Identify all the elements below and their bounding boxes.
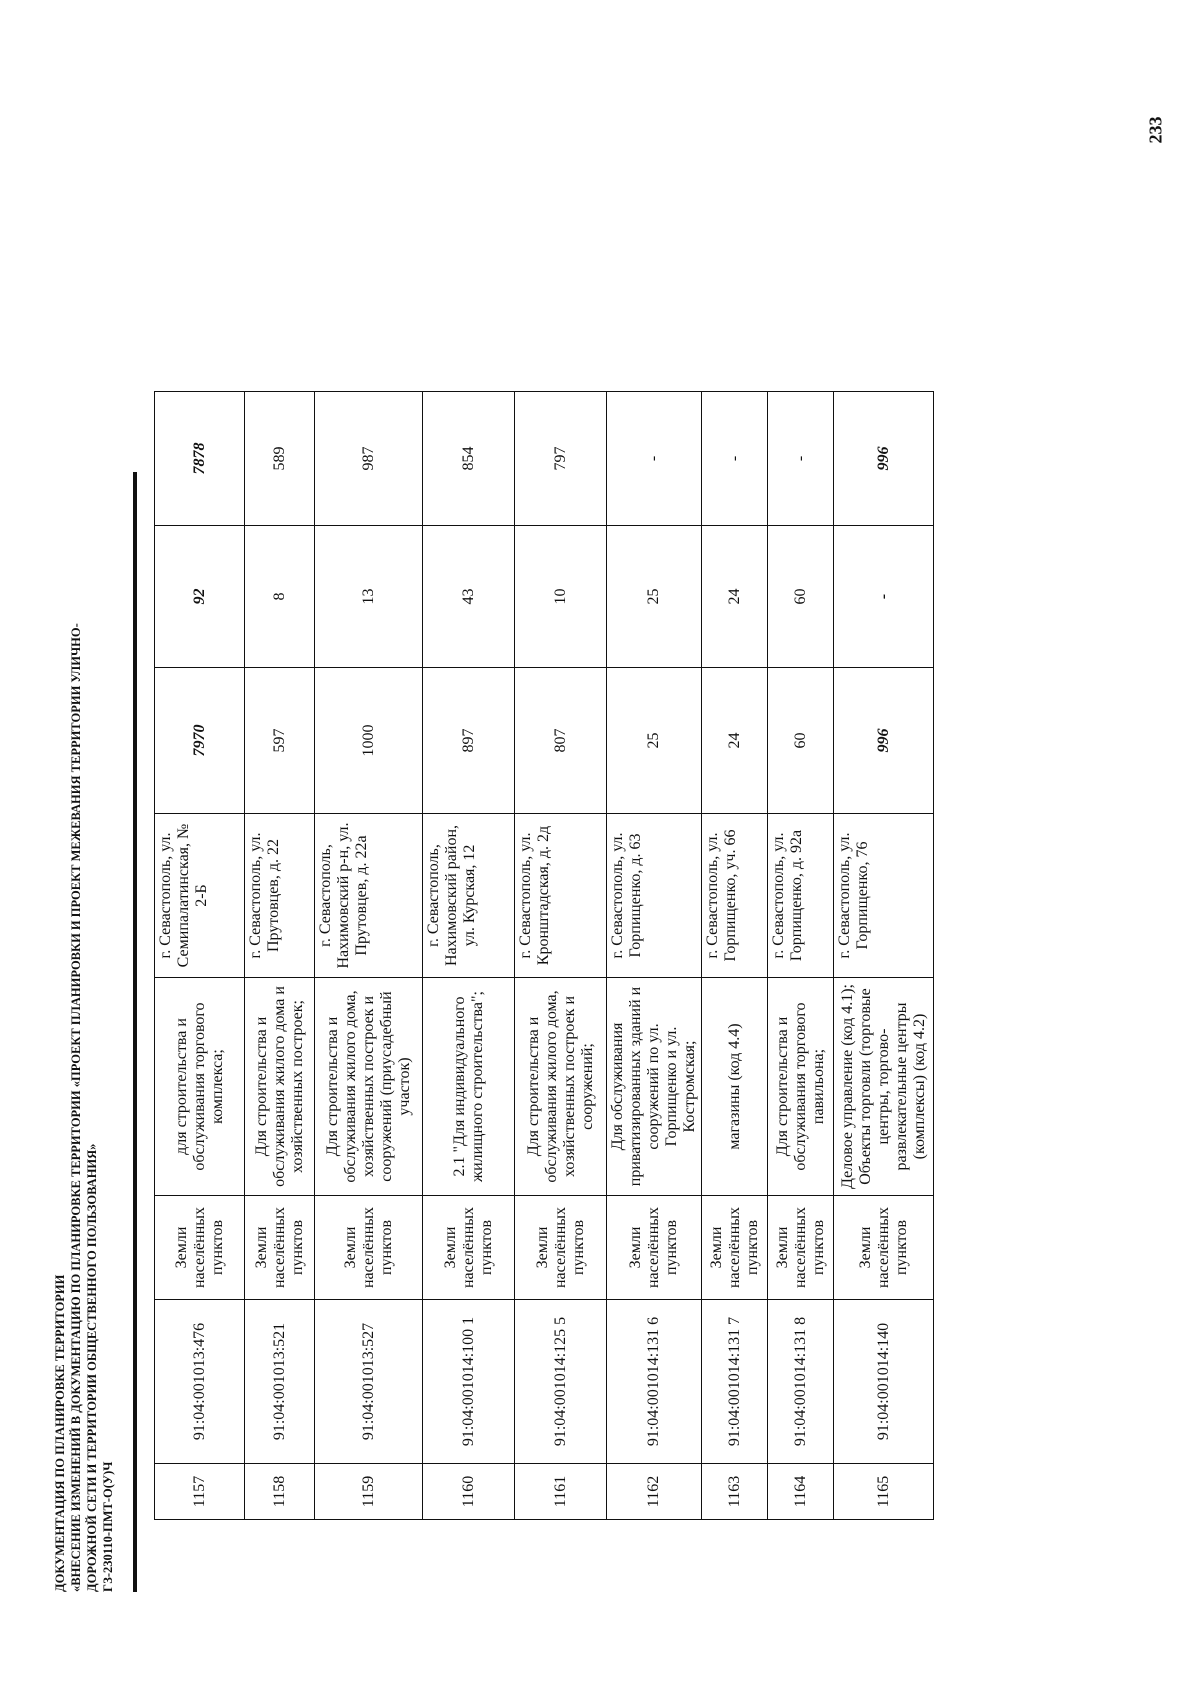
area-remaining-cell: 589 (245, 392, 315, 526)
header-line: ГЗ-230110-ПМТ-О(У)Ч (101, 1461, 115, 1592)
table-row (245, 392, 315, 1520)
land-category-cell: Земли населённых пунктов (515, 1196, 607, 1300)
land-category-cell: Земли населённых пунктов (834, 1196, 934, 1300)
page-number: 233 (1145, 116, 1166, 144)
area-seized-cell: 8 (245, 526, 315, 668)
area-total-cell: 7970 (155, 668, 245, 814)
area-seized-cell: 13 (315, 526, 423, 668)
address-cell: г. Севастополь, ул. Горпищенко, 76 (834, 814, 934, 978)
area-total-cell: 1000 (315, 668, 423, 814)
address-cell: г. Севастополь, Нахимовский район, ул. Курская, 12 (423, 814, 515, 978)
area-total-cell: 24 (702, 668, 768, 814)
area-remaining-cell: 996 (834, 392, 934, 526)
table-row (315, 392, 423, 1520)
area-remaining-cell: 7878 (155, 392, 245, 526)
table-row (515, 392, 607, 1520)
land-category-cell: Земли населённых пунктов (423, 1196, 515, 1300)
address-cell: г. Севастополь, ул. Семипалатинская, № 2-Б (155, 814, 245, 978)
area-seized-cell: - (834, 526, 934, 668)
permitted-use-cell: Для обслуживания приватизированных зданий и сооружений по ул. Горпищенко и ул. Костромская; (607, 978, 702, 1196)
permitted-use-cell: магазины (код 4.4) (702, 978, 768, 1196)
row-number-cell: 1159 (315, 1464, 423, 1520)
land-category-cell: Земли населённых пунктов (702, 1196, 768, 1300)
permitted-use-cell: Для строительства и обслуживания торгового павильона; (768, 978, 834, 1196)
permitted-use-cell: Деловое управление (код 4.1); Объекты торговли (торговые центры, торгово-развлекательные центры (комплексы) (код 4.2) (834, 978, 934, 1196)
row-number-cell: 1157 (155, 1464, 245, 1520)
area-seized-cell: 92 (155, 526, 245, 668)
header-line: ДОКУМЕНТАЦИЯ ПО ПЛАНИРОВКЕ ТЕРРИТОРИИ (53, 1274, 67, 1592)
cadastral-number-cell: 91:04:001014:100 1 (423, 1300, 515, 1464)
table-row (423, 392, 515, 1520)
table-row (702, 392, 768, 1520)
address-cell: г. Севастополь, Нахимовский р-н, ул. Прутовцев, д. 22а (315, 814, 423, 978)
row-number-cell: 1165 (834, 1464, 934, 1520)
address-cell: г. Севастополь, ул. Горпищенко, д. 63 (607, 814, 702, 978)
table-row (155, 392, 245, 1520)
address-cell: г. Севастополь, ул. Горпищенко, д. 92а (768, 814, 834, 978)
area-total-cell: 25 (607, 668, 702, 814)
area-remaining-cell: - (702, 392, 768, 526)
area-total-cell: 996 (834, 668, 934, 814)
cadastral-number-cell: 91:04:001014:125 5 (515, 1300, 607, 1464)
address-cell: г. Севастополь, ул. Кронштадская, д. 2д (515, 814, 607, 978)
area-total-cell: 597 (245, 668, 315, 814)
area-remaining-cell: 797 (515, 392, 607, 526)
row-number-cell: 1160 (423, 1464, 515, 1520)
land-category-cell: Земли населённых пунктов (155, 1196, 245, 1300)
table-row (607, 392, 702, 1520)
land-category-cell: Земли населённых пунктов (315, 1196, 423, 1300)
header-line: «ВНЕСЕНИЕ ИЗМЕНЕНИЙ В ДОКУМЕНТАЦИЮ ПО ПЛАНИРОВКЕ ТЕРРИТОРИИ «ПРОЕКТ ПЛАНИРОВКИ И ПРОЕКТ МЕЖЕВАНИЯ ТЕРРИТОРИИ УЛИЧНО- (69, 623, 83, 1592)
area-total-cell: 897 (423, 668, 515, 814)
row-number-cell: 1161 (515, 1464, 607, 1520)
permitted-use-cell: Для строительства и обслуживания жилого дома, хозяйственных построек и сооружений (приусадебный участок) (315, 978, 423, 1196)
document-header (52, 192, 116, 1592)
area-total-cell: 807 (515, 668, 607, 814)
land-plots-table (154, 391, 934, 1520)
permitted-use-cell: Для строительства и обслуживания жилого дома, хозяйственных построек и сооружений; (515, 978, 607, 1196)
row-number-cell: 1162 (607, 1464, 702, 1520)
header-rule (133, 472, 137, 1592)
area-remaining-cell: - (607, 392, 702, 526)
area-seized-cell: 60 (768, 526, 834, 668)
area-seized-cell: 24 (702, 526, 768, 668)
land-category-cell: Земли населённых пунктов (768, 1196, 834, 1300)
cadastral-number-cell: 91:04:001014:140 (834, 1300, 934, 1464)
permitted-use-cell: для строительства и обслуживания торгового комплекса; (155, 978, 245, 1196)
cadastral-number-cell: 91:04:001013:527 (315, 1300, 423, 1464)
land-category-cell: Земли населённых пунктов (245, 1196, 315, 1300)
area-seized-cell: 10 (515, 526, 607, 668)
area-total-cell: 60 (768, 668, 834, 814)
table-row (768, 392, 834, 1520)
cadastral-number-cell: 91:04:001014:131 7 (702, 1300, 768, 1464)
header-line: ДОРОЖНОЙ СЕТИ И ТЕРРИТОРИИ ОБЩЕСТВЕННОГО ПОЛЬЗОВАНИЯ» (85, 1143, 99, 1592)
area-seized-cell: 25 (607, 526, 702, 668)
address-cell: г. Севастополь, ул. Прутовцев, д. 22 (245, 814, 315, 978)
table-row (834, 392, 934, 1520)
cadastral-number-cell: 91:04:001014:131 6 (607, 1300, 702, 1464)
permitted-use-cell: Для строительства и обслуживания жилого дома и хозяйственных построек; (245, 978, 315, 1196)
area-remaining-cell: - (768, 392, 834, 526)
land-category-cell: Земли населённых пунктов (607, 1196, 702, 1300)
permitted-use-cell: 2.1 "Для индивидуального жилищного строительства"; (423, 978, 515, 1196)
row-number-cell: 1163 (702, 1464, 768, 1520)
cadastral-number-cell: 91:04:001013:476 (155, 1300, 245, 1464)
cadastral-number-cell: 91:04:001013:521 (245, 1300, 315, 1464)
row-number-cell: 1164 (768, 1464, 834, 1520)
area-seized-cell: 43 (423, 526, 515, 668)
area-remaining-cell: 987 (315, 392, 423, 526)
address-cell: г. Севастополь, ул. Горпищенко, уч. 66 (702, 814, 768, 978)
area-remaining-cell: 854 (423, 392, 515, 526)
cadastral-number-cell: 91:04:001014:131 8 (768, 1300, 834, 1464)
row-number-cell: 1158 (245, 1464, 315, 1520)
